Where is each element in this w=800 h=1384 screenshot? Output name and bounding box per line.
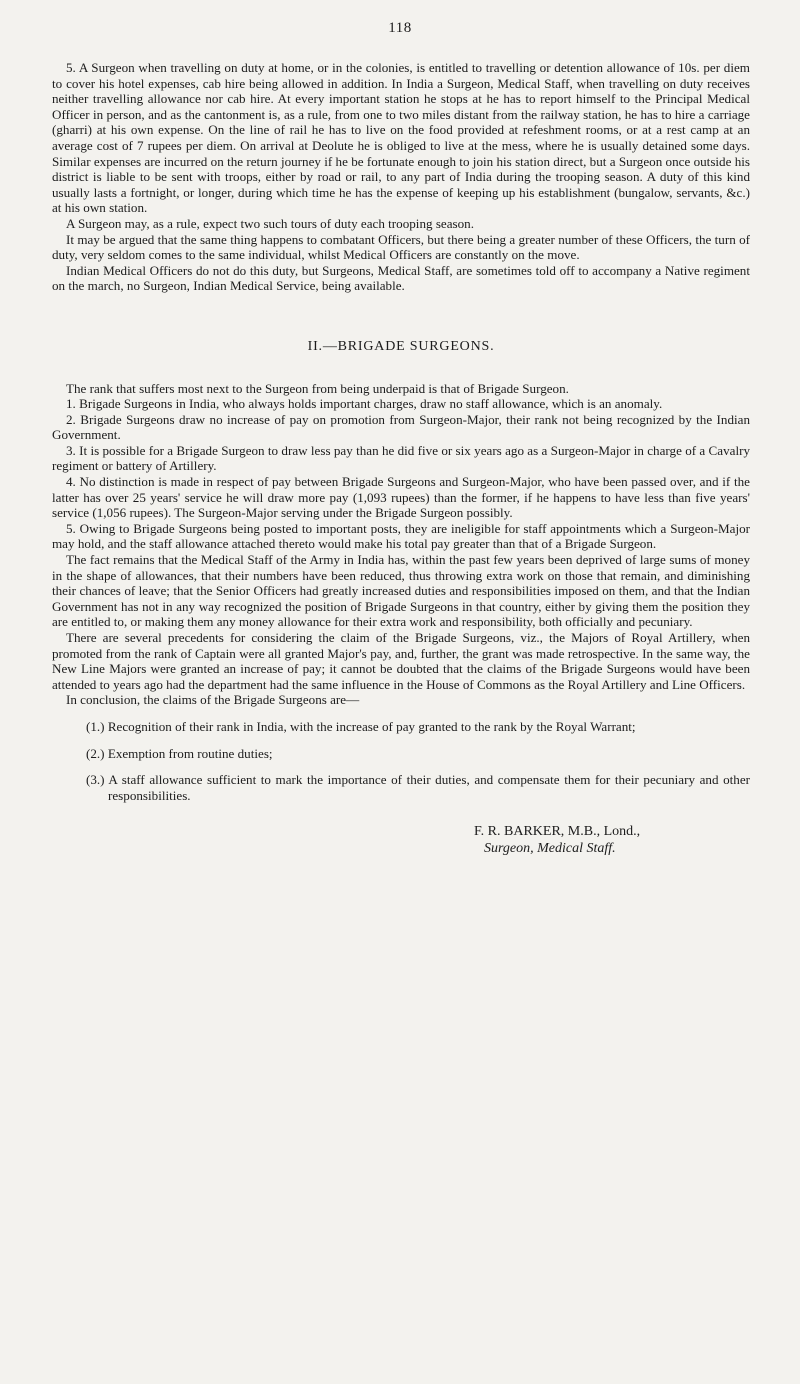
numbered-point-2: 2. Brigade Surgeons draw no increase of pay on promotion from Surgeon-Major, their rank not being recognized by the Indian Government. bbox=[52, 411, 750, 443]
paragraph-combatant-officers: It may be argued that the same thing happens to combatant Officers, but there being a greater number of these Officers, the turn of duty, very seldom comes to the same individual, whilst Medical Officers are constantly on the move. bbox=[52, 231, 750, 263]
signature-name: F. R. BARKER, M.B., Lond., bbox=[474, 824, 641, 840]
numbered-point-1: 1. Brigade Surgeons in India, who always holds important charges, draw no staff allowance, which is an anomaly. bbox=[66, 396, 663, 412]
claim-item: (2.) Exemption from routine duties; bbox=[86, 745, 273, 761]
paragraph-precedents: There are several precedents for considering the claim of the Brigade Surgeons, viz., the Majors of Royal Artillery, when promoted from the rank of Captain were all granted Major's pay, and, further, the grant was made retrospective. In the same way, the New Line Majors were granted an increase of pay; it cannot be doubted that the claims of the Brigade Surgeons would have been attended to years ago had the department had the same influence in the House of Commons as the Royal Artillery and Line Officers. bbox=[52, 630, 750, 692]
numbered-point-5: 5. Owing to Brigade Surgeons being posted to important posts, they are ineligible for staff appointments which a Surgeon-Major may hold, and the staff allowance attached thereto would make his total pay greater than that of a Brigade Surgeon. bbox=[52, 520, 750, 552]
signature-block bbox=[52, 823, 750, 857]
claim-item: (3.) A staff allowance sufficient to mark the importance of their duties, and compensate them for their pecuniary and other responsibilities. bbox=[86, 772, 750, 803]
claim-item: (1.) Recognition of their rank in India, with the increase of pay granted to the rank by the Royal Warrant; bbox=[86, 718, 636, 734]
paragraph-tours-of-duty: A Surgeon may, as a rule, expect two such tours of duty each trooping season. bbox=[66, 215, 474, 231]
claims-list bbox=[52, 719, 750, 803]
paragraph-indian-medical-officers: Indian Medical Officers do not do this duty, but Surgeons, Medical Staff, are sometimes told off to accompany a Native regiment on the march, no Surgeon, Indian Medical Service, being available. bbox=[52, 262, 750, 294]
section-heading: II.—BRIGADE SURGEONS. bbox=[307, 338, 495, 354]
paragraph-conclusion: In conclusion, the claims of the Brigade Surgeons are— bbox=[66, 692, 360, 708]
page-number: 118 bbox=[388, 20, 412, 36]
paragraph-travel-allowance: 5. A Surgeon when travelling on duty at home, or in the colonies, is entitled to travelling or detention allowance of 10s. per diem to cover his hotel expenses, cab hire being allowed in addition. In India a Surgeon, Medical Staff, when travelling on duty receives neither travelling allowance nor cab hire. At every important station he stops at he has to report himself to the Principal Medical Officer in person, and as the cantonment is, as a rule, from one to two miles distant from the railway station, he has to hire a carriage (gharri) at his own expense. On the line of rail he has to live on the food provided at refeshment rooms, or at a rest camp at an average cost of 7 rupees per diem. On arrival at Deolute he is obliged to live at the mess, where he is usually detained some days. Similar expenses are incurred on the return journey if he be fortunate enough to join his station direct, but a Surgeon once outside his district is liable to be sent with troops, either by road or rail, to any part of India during the trooping season. A duty of this kind usually lasts a fortnight, or longer, during which time he has the expense of keeping up his establishment (bungalow, servants, &c.) at his own station. bbox=[52, 60, 750, 216]
numbered-point-3: 3. It is possible for a Brigade Surgeon to draw less pay than he did five or six years ago as a Surgeon-Major in charge of a Cavalry regiment or battery of Artillery. bbox=[52, 442, 750, 474]
signature-role: Surgeon, Medical Staff. bbox=[484, 841, 616, 857]
numbered-point-4: 4. No distinction is made in respect of pay between Brigade Surgeons and Surgeon-Major, who have been passed over, and if the latter has over 25 years' service he will draw more pay (1,093 rupees) than the former, if he happens to have less than five years' service (1,056 rupees). The Surgeon-Major serving under the Brigade Surgeon possibly. bbox=[52, 474, 750, 521]
section-intro: The rank that suffers most next to the Surgeon from being underpaid is that of Brigade Surgeon. bbox=[66, 380, 569, 396]
document-body bbox=[52, 60, 750, 857]
paragraph-fact-remains: The fact remains that the Medical Staff of the Army in India has, within the past few years been deprived of large sums of money in the shape of allowances, that their numbers have been reduced, thus throwing extra work on those that remain, and diminishing their chances of leave; that the Senior Officers had greatly increased duties and responsibilities imposed on them, and that the Indian Government has not in any way recognized the position of Brigade Surgeons in that country, either by giving them the position they are entitled to, or making them any money allowance for their extra work and responsibility, both officially and pecuniary. bbox=[52, 552, 750, 630]
